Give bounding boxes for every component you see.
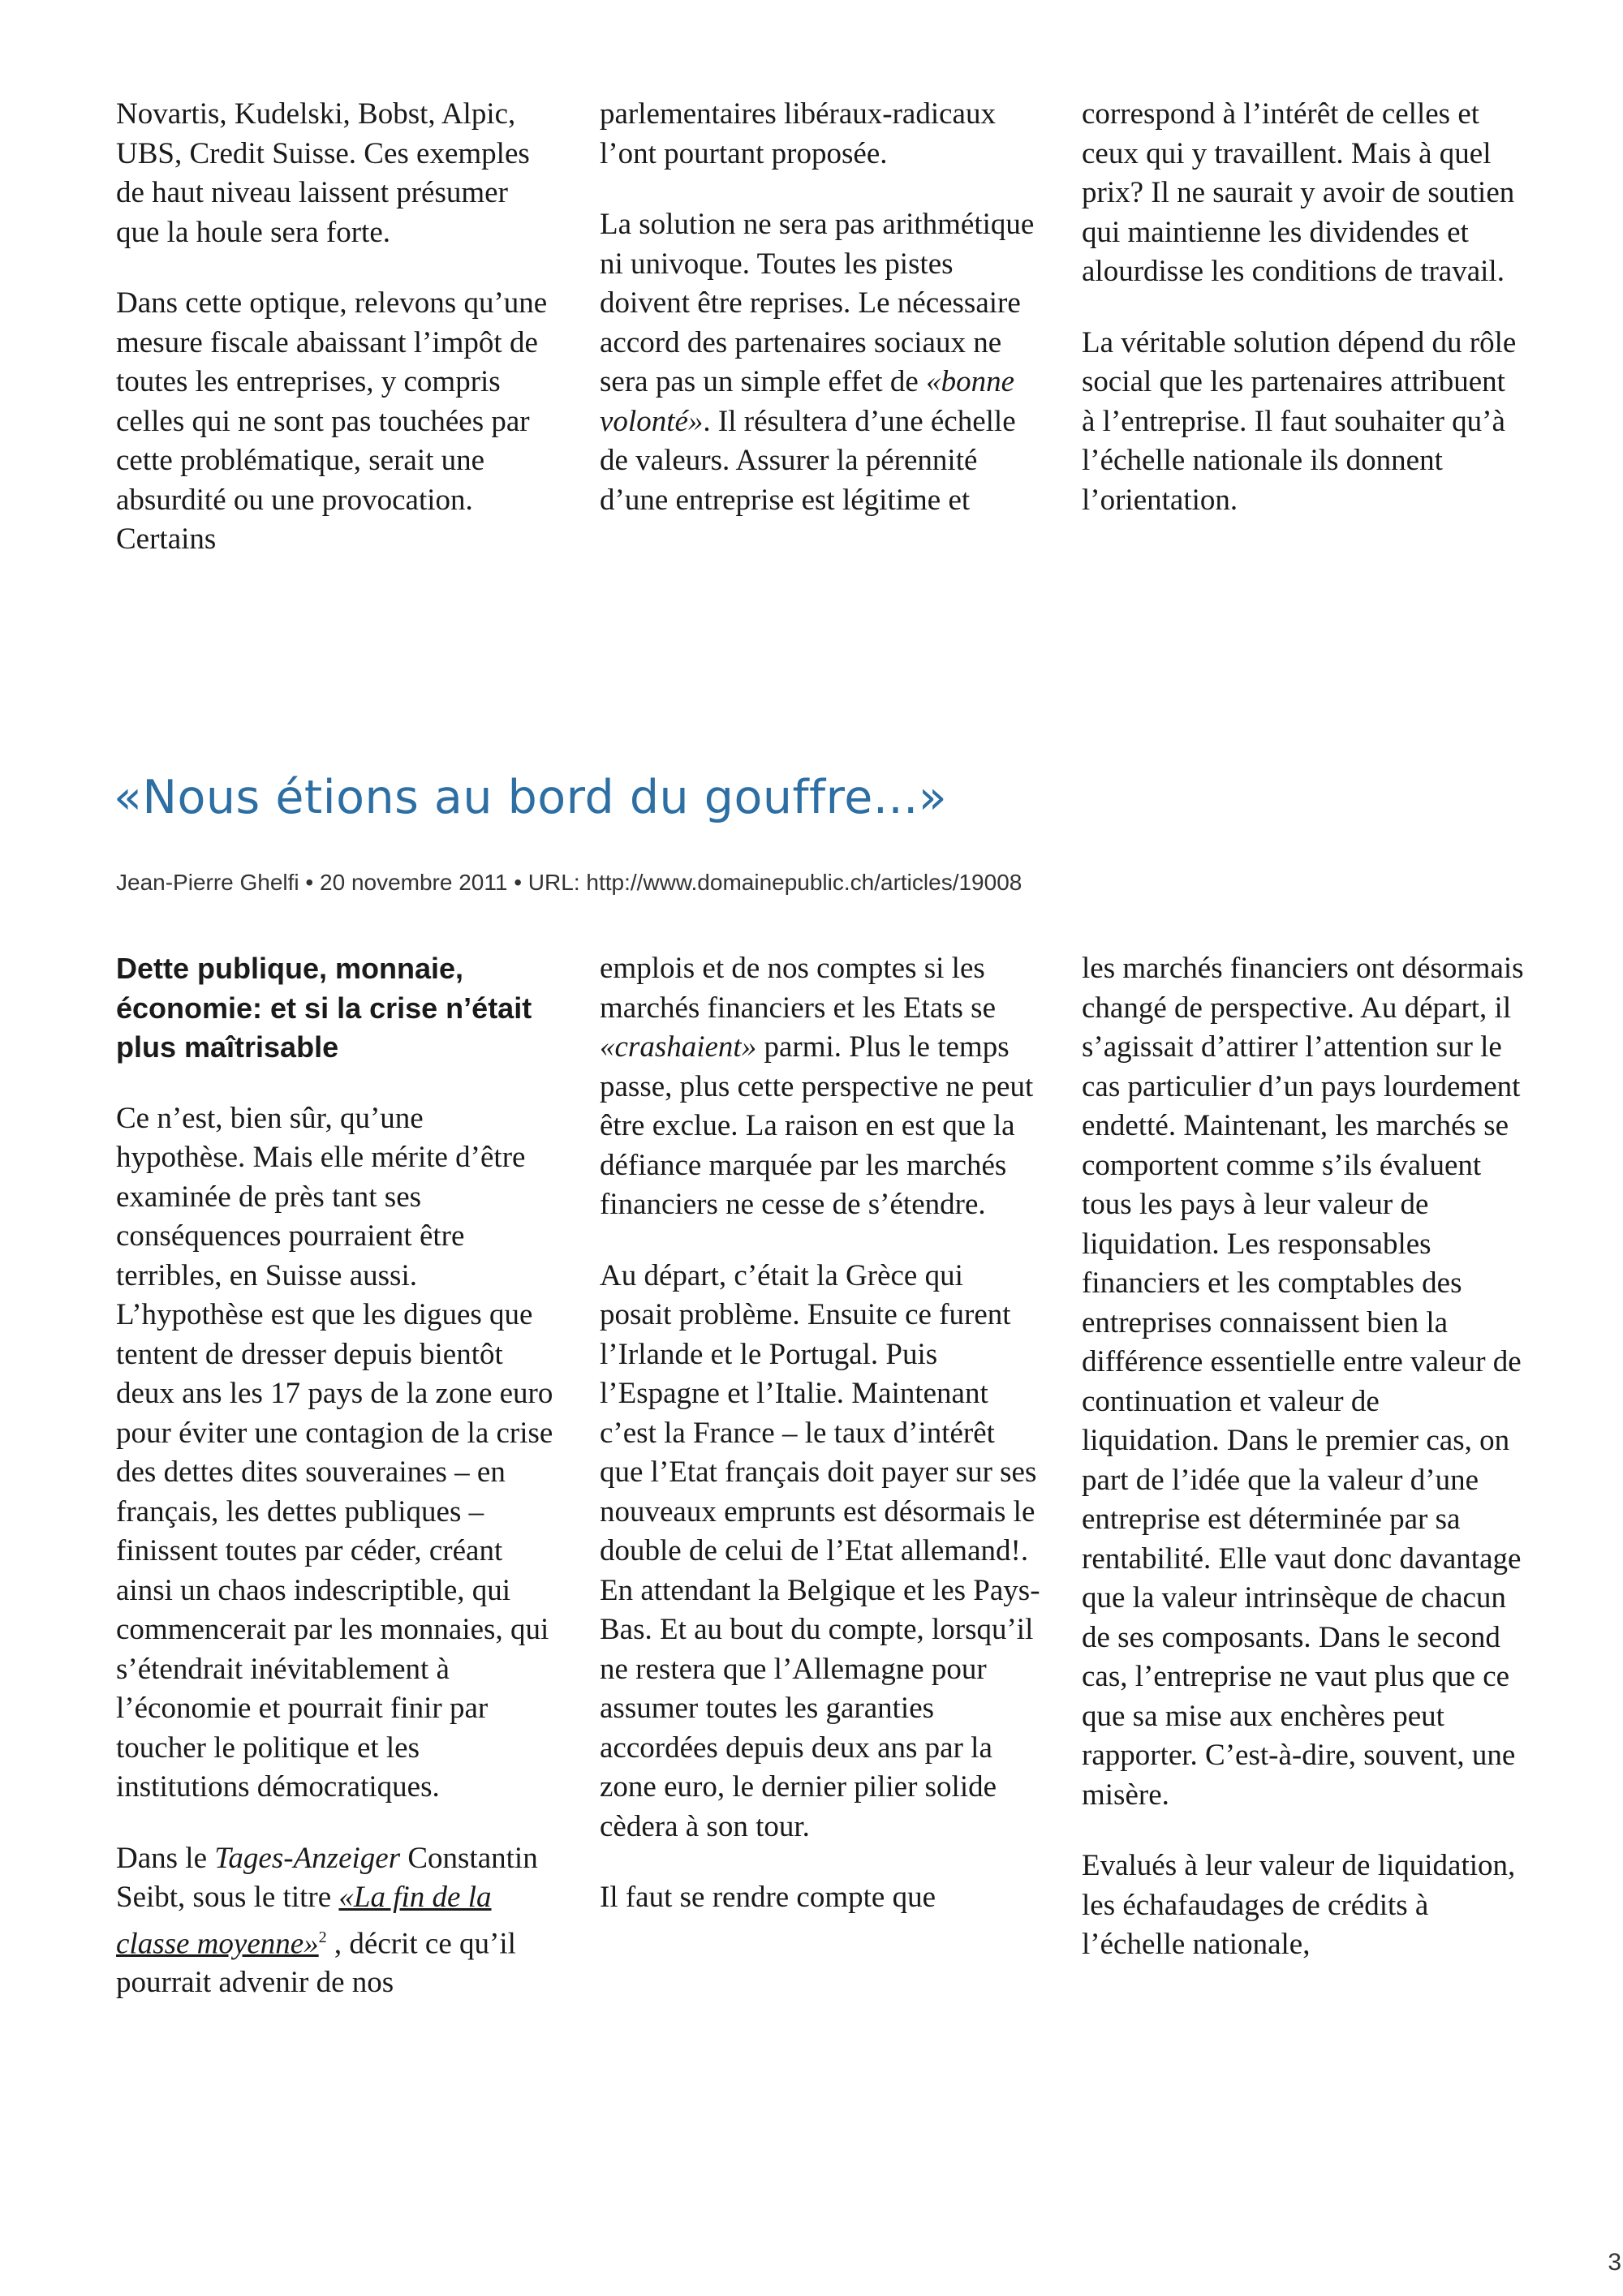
text-run: Constantin Seibt, sous le titre xyxy=(116,1841,538,1914)
article-lead: Dette publique, monnaie, économie: et si la crise n’était plus maîtrisable xyxy=(116,952,532,1064)
page-number: 3 xyxy=(1608,2249,1621,2276)
emphasis-newspaper: Tages-Anzeiger xyxy=(214,1841,401,1875)
top-column-2 xyxy=(600,95,1042,520)
text-run: , décrit ce qu’il pourrait advenir de nos xyxy=(116,1926,516,2000)
emphasis-quote: «bonne volonté» xyxy=(600,365,1015,438)
paragraph xyxy=(600,205,1042,520)
paragraph: Dans cette optique, relevons qu’une mesure fiscale abaissant l’impôt de toutes les entreprises, y compris celles qui ne sont pas touchées par cette problématique, serait une absurdité ou une provocation. Certains xyxy=(116,286,548,556)
text-run: . Il résultera d’une échelle de valeurs. Assurer la pérennité d’une entreprise est légitime et xyxy=(600,404,1016,517)
article-column-2 xyxy=(600,949,1042,1918)
paragraph: parlementaires libéraux-radicaux l’ont pourtant proposée. xyxy=(600,97,996,170)
footnote-marker[interactable]: 2 xyxy=(318,1928,327,1946)
paragraph xyxy=(116,1839,558,2003)
paragraph: les marchés financiers ont désormais changé de perspective. Au départ, il s’agissait d’attirer l’attention sur le cas particulier d’un pays lourdement endetté. Maintenant, les marchés se comportent comme s’ils évaluent tous les pays à leur valeur de liquidation. Les responsables financiers et les comptables des entreprises connaissent bien la différence essentielle entre valeur de continuation et valeur de liquidation. Dans le premier cas, on part de l’idée que la valeur d’une entreprise est déterminée par sa rentabilité. Elle vaut donc davantage que la valeur intrinsèque de chacun de ses composants. Dans le second cas, l’entreprise ne vaut plus que ce que sa mise aux enchères peut rapporter. C’est-à-dire, souvent, une misère. xyxy=(1082,952,1524,1812)
article-column-1 xyxy=(116,949,558,2003)
text-run: La solution ne sera pas arithmétique ni univoque. Toutes les pistes doivent être reprises. Le nécessaire accord des partenaires sociaux ne sera pas un simple effet de xyxy=(600,208,1035,398)
emphasis-quote: «crashaient» xyxy=(600,1030,757,1064)
paragraph: correspond à l’intérêt de celles et ceux qui y travaillent. Mais à quel prix? Il ne saurait y avoir de soutien qui maintienne les dividendes et alourdisse les conditions de travail. xyxy=(1082,97,1515,288)
article-title: «Nous étions au bord du gouffre...» xyxy=(114,771,948,824)
text-run: emplois et de nos comptes si les marchés financiers et les Etats se xyxy=(600,952,996,1025)
text-run: Dans le xyxy=(116,1841,215,1875)
paragraph: Novartis, Kudelski, Bobst, Alpic, UBS, Credit Suisse. Ces exemples de haut niveau laissent présumer que la houle sera forte. xyxy=(116,97,530,249)
article-column-3 xyxy=(1082,949,1524,1965)
paragraph: Ce n’est, bien sûr, qu’une hypothèse. Mais elle mérite d’être examinée de près tant ses conséquences pourraient être terribles, en Suisse aussi. L’hypothèse est que les digues que tentent de dresser depuis bientôt deux ans les 17 pays de la zone euro pour éviter une contagion de la crise des dettes dites souveraines – en français, les dettes publiques – finissent toutes par céder, créant ainsi un chaos indescriptible, qui commencerait par les monnaies, qui s’étendrait inévitablement à l’économie et pourrait finir par toucher le politique et les institutions démocratiques. xyxy=(116,1101,553,1804)
paragraph: La véritable solution dépend du rôle social que les partenaires attribuent à l’entreprise. Il faut souhaiter qu’à l’échelle nationale ils donnent l’orientation. xyxy=(1082,325,1517,517)
text-run: parmi. Plus le temps passe, plus cette perspective ne peut être exclue. La raison en est que la défiance marquée par les marchés financiers ne cesse de s’étendre. xyxy=(600,1030,1034,1221)
paragraph: Au départ, c’était la Grèce qui posait problème. Ensuite ce furent l’Irlande et le Portugal. Puis l’Espagne et l’Italie. Maintenant c’est la France – le taux d’intérêt que l’Etat français doit payer sur ses nouveaux emprunts est désormais le double de celui de l’Etat allemand!. En attendant la Belgique et les Pays-Bas. Et au bout du compte, lorsqu’il ne restera que l’Allemagne pour assumer toutes les garanties accordées depuis deux ans par la zone euro, le dernier pilier solide cèdera à son tour. xyxy=(600,1258,1040,1843)
article-link[interactable]: «La fin de la classe moyenne» xyxy=(116,1881,492,1960)
paragraph: Il faut se rendre compte que xyxy=(600,1881,936,1914)
top-column-1 xyxy=(116,95,558,560)
top-column-3 xyxy=(1082,95,1524,520)
paragraph: Evalués à leur valeur de liquidation, les échafaudages de crédits à l’échelle nationale, xyxy=(1082,1849,1516,1961)
article-byline: Jean-Pierre Ghelfi • 20 novembre 2011 • URL: http://www.domainepublic.ch/articles/19008 xyxy=(116,870,1022,895)
paragraph xyxy=(600,949,1042,1225)
